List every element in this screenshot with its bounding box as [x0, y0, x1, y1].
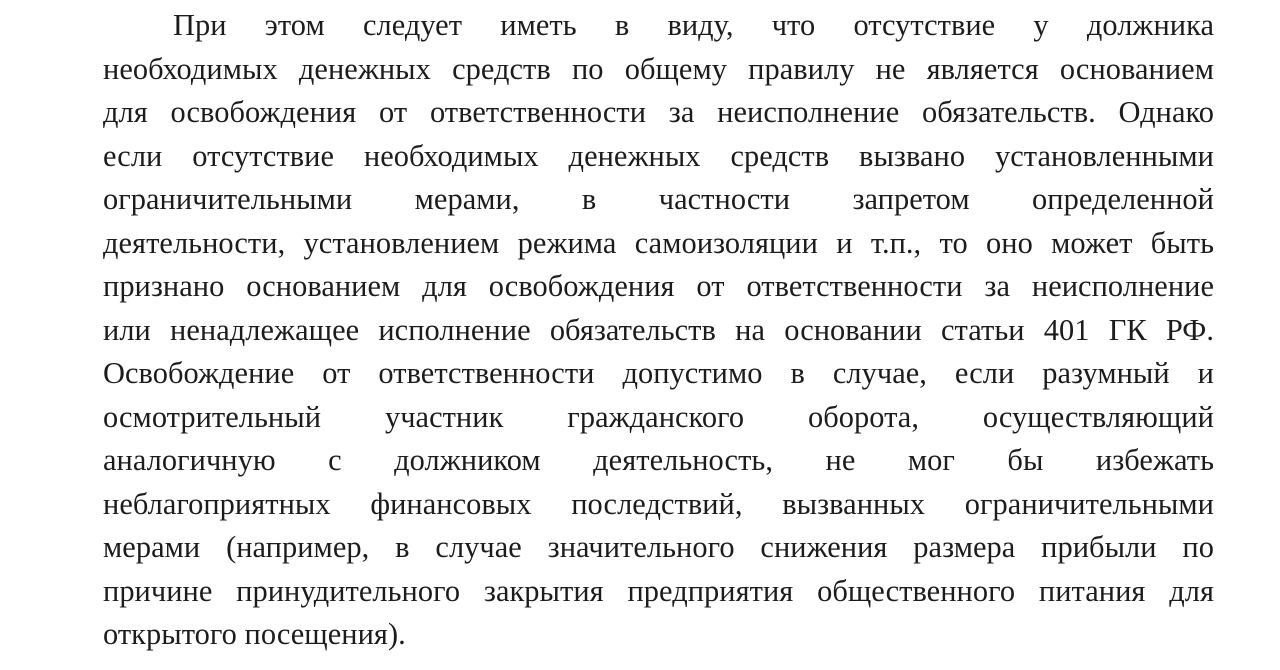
text-line: для освобождения от ответственности за неисполнение обязательств. Однако — [103, 95, 1214, 129]
text-line: мерами (например, в случае значительного снижения размера прибыли по — [103, 530, 1214, 564]
text-line: аналогичную с должником деятельность, не мог бы избежать — [103, 443, 1214, 477]
text-line: открытого посещения). — [103, 617, 406, 651]
text-line: или ненадлежащее исполнение обязательств на основании статьи 401 ГК РФ. — [103, 312, 1214, 347]
text-line: ограничительными мерами, в частности запретом определенной — [103, 182, 1214, 216]
text-line: деятельности, установлением режима самоизоляции и т.п., то оно может быть — [103, 225, 1214, 260]
text-line: признано основанием для освобождения от ответственности за неисполнение — [103, 269, 1214, 303]
text-line: если отсутствие необходимых денежных средств вызвано установленными — [103, 138, 1214, 173]
text-line: причине принудительного закрытия предприятия общественного питания для — [103, 573, 1214, 608]
body-paragraph — [103, 4, 1214, 657]
text-line: необходимых денежных средств по общему правилу не является основанием — [103, 51, 1214, 86]
text-line: Освобождение от ответственности допустимо в случае, если разумный и — [103, 356, 1214, 390]
text-line: осмотрительный участник гражданского оборота, осуществляющий — [103, 399, 1214, 434]
text-line: неблагоприятных финансовых последствий, вызванных ограничительными — [103, 486, 1214, 521]
text-line: При этом следует иметь в виду, что отсутствие у должника — [173, 8, 1214, 42]
